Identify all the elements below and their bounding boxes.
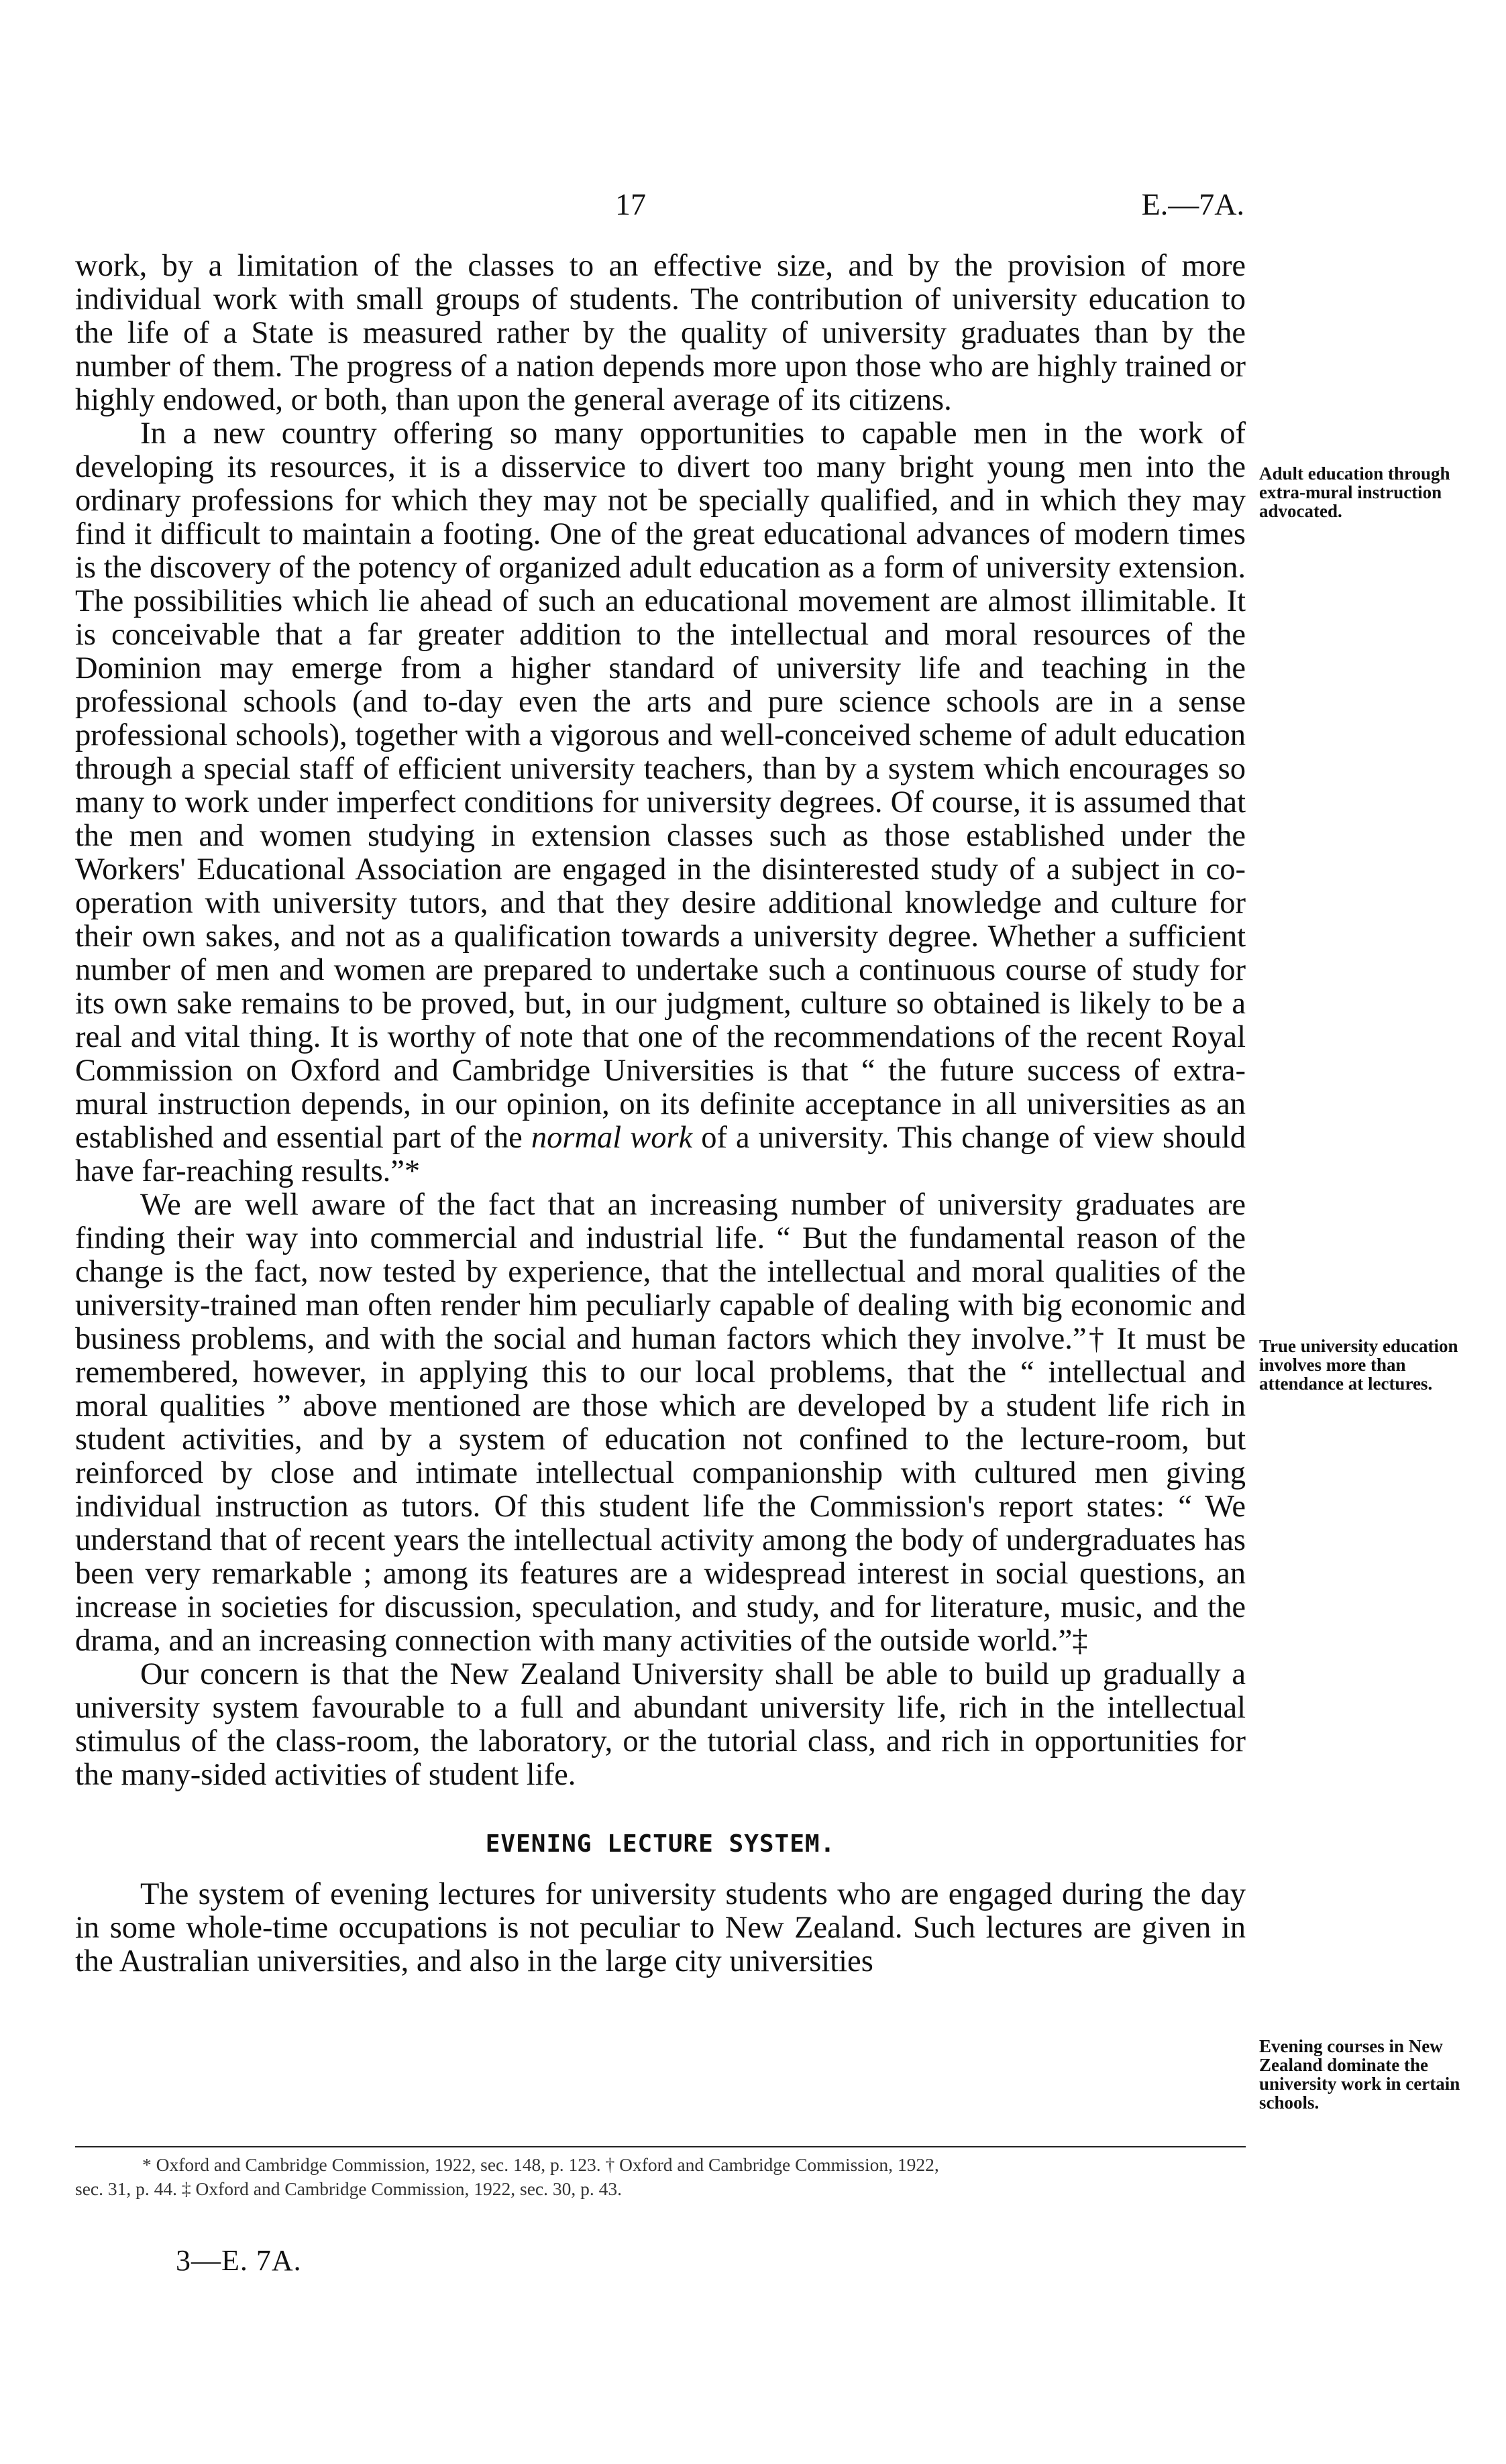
paragraph-4: Our concern is that the New Zealand University shall be able to build up gradually a university system favourable to a full and abundant university life, rich in the intellectual stimulus of the class-room, the laboratory, or the tutorial class, and rich in opportunities for the many-sided activities of student life. xyxy=(75,1657,1246,1792)
paragraph-3: We are well aware of the fact that an increasing number of university graduates are finding their way into commercial and industrial life. “ But the fundamental reason of the change is the fact, now tested by experience, that the intellectual and moral qualities of the university-trained man often render him peculiarly capable of dealing with big economic and business problems, and with the social and human factors which they involve.”† It must be remembered, however, in applying this to our local problems, that the “ intellectual and moral qualities ” above mentioned are those which are developed by a student life rich in student activities, and by a system of education not confined to the lecture-room, but reinforced by close and intimate intellectual companionship with cultured men giving individual instruction as tutors. Of this student life the Commission's report states: “ We understand that of recent years the intellectual activity among the body of undergraduates has been very remarkable ; among its features are a widespread interest in social questions, an increase in societies for discussion, speculation, and study, and for literature, music, and the drama, and an increasing connection with many activities of the outside world.”‡ xyxy=(75,1188,1246,1658)
footnote-line-2: sec. 31, p. 44. ‡ Oxford and Cambridge Commission, 1922, sec. 30, p. 43. xyxy=(75,2178,622,2199)
footnote-rule xyxy=(75,2146,1246,2147)
paragraph-1: work, by a limitation of the classes to an effective size, and by the provision of more individual work with small groups of students. The contribution of university education to the life of a State is measured rather by the quality of university graduates than by the number of them. The progress of a nation depends more upon those who are highly trained or highly endowed, or both, than upon the general average of its citizens. xyxy=(75,249,1246,417)
page-number: 17 xyxy=(615,187,646,221)
paragraph-2-italic: normal work xyxy=(531,1121,693,1155)
footnotes xyxy=(75,2153,1246,2201)
section-heading: EVENING LECTURE SYSTEM. xyxy=(485,1830,836,1858)
paragraph-2-part-2: of a university. This change of view should have far-reaching results.”* xyxy=(75,1121,1246,1188)
paragraph-2 xyxy=(75,417,1246,1188)
sidenote-evening-courses: Evening courses in New Zealand dominate the university work in certain schools. xyxy=(1259,2036,1460,2113)
paragraph-5: The system of evening lectures for university students who are engaged during the day in some whole-time occupations is not peculiar to New Zealand. Such lectures are given in the Australian universities, and also in the large city universities xyxy=(75,1877,1246,1978)
main-text xyxy=(75,249,1246,1978)
sidenote-adult-education: Adult education through extra-mural instruction advocated. xyxy=(1259,463,1450,521)
document-reference: E.—7A. xyxy=(1141,187,1244,221)
sidenote-true-university: True university education involves more than attendance at lectures. xyxy=(1259,1336,1458,1394)
printer-signature: 3—E. 7A. xyxy=(176,2244,302,2277)
footnote-line-1: * Oxford and Cambridge Commission, 1922, sec. 148, p. 123. † Oxford and Cambridge Commission, 1922, xyxy=(142,2154,939,2175)
paragraph-2-part-1: In a new country offering so many opportunities to capable men in the work of developing its resources, it is a disservice to divert too many bright young men into the ordinary professions for which they may not be specially qualified, and in which they may find it difficult to maintain a footing. One of the great educational advances of modern times is the discovery of the potency of organized adult education as a form of university extension. The possibilities which lie ahead of such an educational movement are almost illimitable. It is conceivable that a far greater addition to the intellectual and moral resources of the Dominion may emerge from a higher standard of university life and teaching in the professional schools (and to-day even the arts and pure science schools are in a sense professional schools), together with a vigorous and well-conceived scheme of adult education through a special staff of efficient university teachers, than by a system which encourages so many to work under imperfect conditions for university degrees. Of course, it is assumed that the men and women studying in extension classes such as those established under the Workers' Educational Association are engaged in the disinterested study of a subject in co-operation with university tutors, and that they desire additional knowledge and culture for their own sakes, and not as a qualification towards a university degree. Whether a sufficient number of men and women are prepared to undertake such a continuous course of study for its own sake remains to be proved, but, in our judgment, culture so obtained is likely to be a real and vital thing. It is worthy of note that one of the recommendations of the recent Royal Commission on Oxford and Cambridge Universities is that “ the future success of extra-mural instruction depends, in our opinion, on its definite acceptance in all universities as an established and essential part of the xyxy=(75,416,1246,1155)
